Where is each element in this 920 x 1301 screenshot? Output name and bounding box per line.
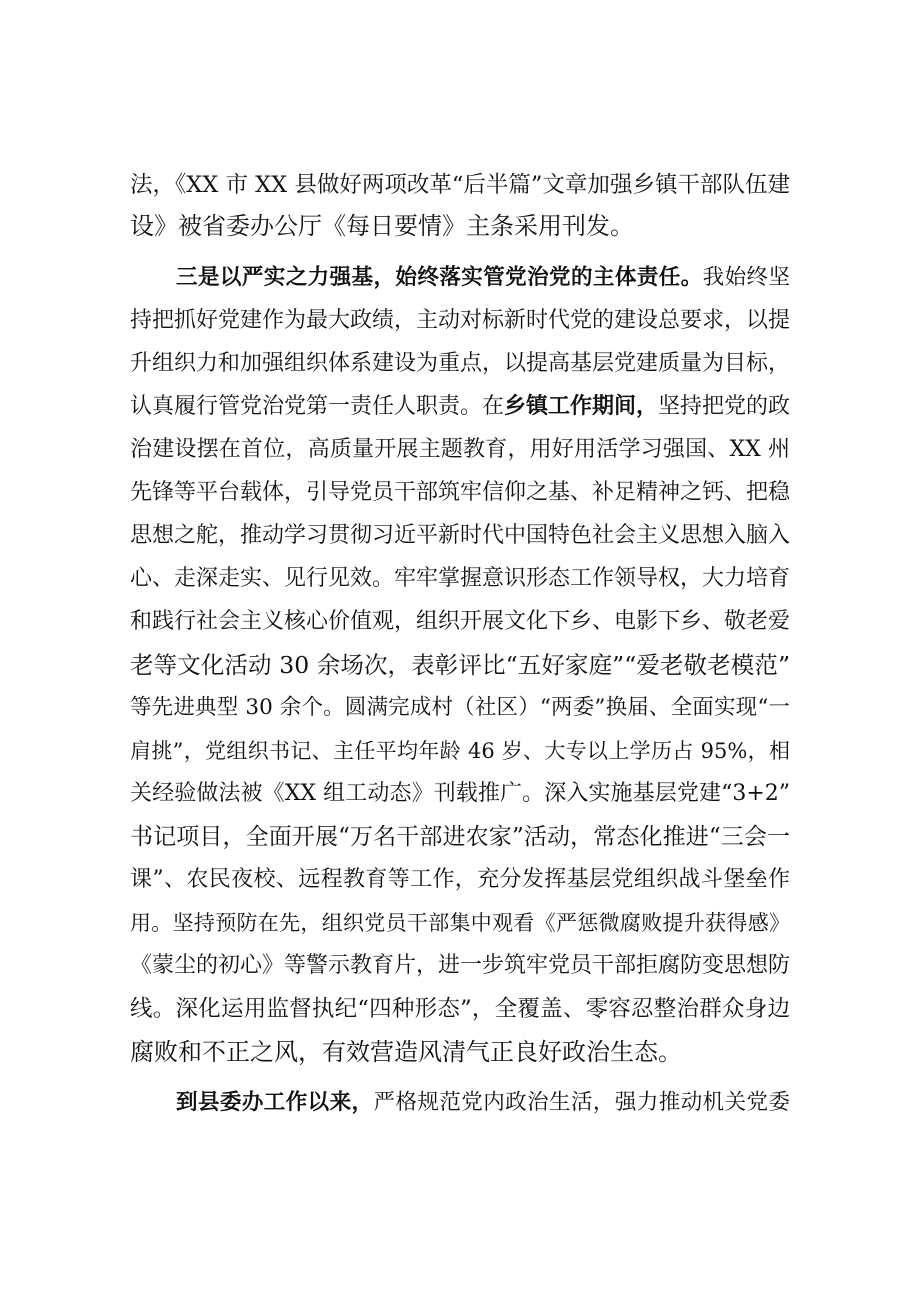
text-line-13: 等先进典型 30 余个。圆满完成村（社区）“两委”换届、全面实现“一 (130, 695, 790, 720)
bold-heading-2: 到县委办工作以来， (176, 1090, 374, 1115)
text-line-12: 老等文化活动 30 余场次，表彰评比“五好家庭”“爱老敬老模范” (130, 651, 790, 679)
bold-heading: 三是以严实之力强基，始终落实管党治党的主体责任。 (176, 265, 703, 290)
text-line-1: 法，《XX 市 XX 县做好两项改革“后半篇”文章加强乡镇干部队伍建 (130, 172, 790, 198)
text-line-6: 认真履行管党治党第一责任人职责。在乡镇工作期间，坚持把党的政 (130, 394, 791, 419)
text-line-20: 线。深化运用监督执纪“四种形态”，全覆盖、零容忍整治群众身边 (130, 996, 790, 1022)
text-line-15: 关经验做法被《XX 组工动态》刊载推广。深入实施基层党建“3+2” (130, 781, 790, 806)
text-line-9: 思想之舵，推动学习贯彻习近平新时代中国特色社会主义思想入脑入 (130, 523, 791, 548)
text-line-14: 肩挑”，党组织书记、主任平均年龄 46 岁、大专以上学历占 95%，相 (130, 739, 790, 763)
paragraph-heading-line: 三是以严实之力强基，始终落实管党治党的主体责任。我始终坚 (176, 265, 790, 290)
text-line-5: 升组织力和加强组织体系建设为重点，以提高基层党建质量为目标， (130, 351, 791, 376)
paragraph-start-line: 到县委办工作以来，严格规范党内政治生活，强力推动机关党委 (176, 1090, 790, 1115)
text-line-19: 《蒙尘的初心》等警示教育片，进一步筑牢党员干部拒腐防变思想防 (130, 953, 791, 978)
text-line-7: 治建设摆在首位，高质量开展主题教育，用好用活学习强国、XX 州 (130, 437, 790, 462)
bold-phrase: 乡镇工作期间， (504, 394, 659, 419)
text-line-16: 书记项目，全面开展“万名干部进农家”活动，常态化推进“三会一 (130, 824, 790, 850)
text-line-10: 心、走深走实、见行见效。牢牢掌握意识形态工作领导权，大力培育 (130, 566, 791, 591)
text-line-17: 课”、农民夜校、远程教育等工作，充分发挥基层党组织战斗堡垒作 (130, 867, 790, 892)
text-line-4: 持把抓好党建作为最大政绩，主动对标新时代党的建设总要求，以提 (130, 308, 791, 333)
text-line-2: 设》被省委办公厅《每日要情》主条采用刊发。 (130, 212, 634, 240)
text-line-18: 用。坚持预防在先，组织党员干部集中观看《严惩微腐败提升获得感》 (130, 911, 790, 935)
text-line-21: 腐败和不正之风，有效营造风清气正良好政治生态。 (130, 1038, 682, 1066)
text-line-11: 和践行社会主义核心价值观，组织开展文化下乡、电影下乡、敬老爱 (130, 609, 791, 634)
text-line-8: 先锋等平台载体，引导党员干部筑牢信仰之基、补足精神之钙、把稳 (130, 480, 791, 505)
